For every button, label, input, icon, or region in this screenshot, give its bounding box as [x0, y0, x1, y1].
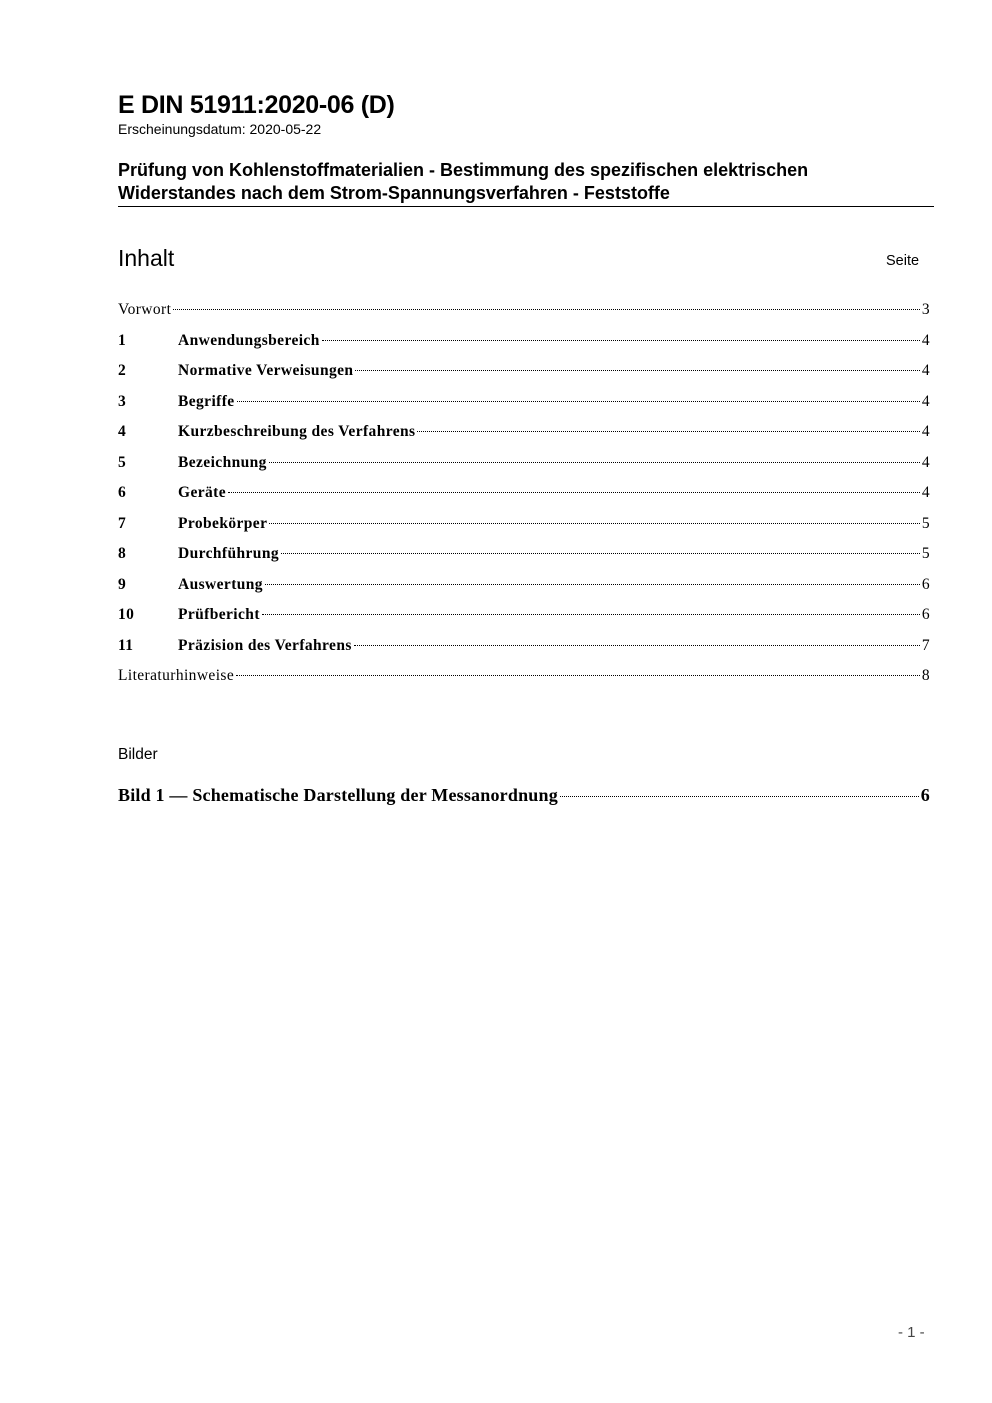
toc-leader: [236, 675, 920, 676]
toc-entry-page: 6: [921, 606, 930, 623]
toc-entry-number: 2: [118, 362, 127, 379]
page-number: - 1 -: [898, 1324, 925, 1341]
figure-entry-label: Bild 1 — Schematische Darstellung der Messanordnung: [118, 785, 558, 805]
toc-entry-7[interactable]: [118, 515, 930, 546]
toc-entry-label: Probekörper: [178, 514, 268, 532]
toc-entry-page: 8: [921, 667, 930, 684]
toc-entry-page: 4: [921, 423, 930, 440]
toc-leader: [269, 462, 920, 463]
toc-leader: [228, 492, 920, 493]
toc-entry-10[interactable]: [118, 606, 930, 637]
document-title: [118, 159, 934, 205]
toc-entry-1[interactable]: [118, 332, 930, 363]
toc-leader: [281, 553, 920, 554]
toc-entry-label: Begriffe: [178, 392, 235, 410]
toc-leader: [173, 309, 920, 310]
toc-entry-page: 4: [921, 362, 930, 379]
toc-entry-number: 3: [118, 392, 127, 410]
figures-heading: Bilder: [118, 746, 158, 763]
toc-entry-label: Auswertung: [178, 575, 263, 593]
toc-leader: [355, 370, 919, 371]
toc-entry-label: Literaturhinweise: [118, 667, 235, 684]
toc-entry-page: 6: [921, 575, 930, 593]
toc-entry-6[interactable]: [118, 484, 930, 515]
toc-entry-4[interactable]: [118, 423, 930, 454]
toc-entry-number: 4: [118, 423, 127, 440]
toc-leader: [417, 431, 919, 432]
figure-entry-1[interactable]: [118, 785, 930, 806]
toc-entry-literaturhinweise[interactable]: [118, 667, 930, 698]
toc-entry-page: 7: [921, 636, 930, 654]
figure-leader: [560, 796, 919, 797]
toc-entry-label: Prüfbericht: [178, 606, 260, 623]
toc-entry-number: 11: [118, 636, 134, 654]
toc-entry-5[interactable]: [118, 454, 930, 485]
toc-entry-number: 8: [118, 545, 127, 562]
toc-entry-number: 10: [118, 606, 135, 623]
document-id: E DIN 51911:2020-06 (D): [118, 91, 395, 119]
toc-leader: [322, 340, 920, 341]
toc-entry-3[interactable]: [118, 393, 930, 424]
toc-entry-2[interactable]: [118, 362, 930, 393]
toc-entry-page: 4: [921, 453, 930, 471]
document-title-line-2: Widerstandes nach dem Strom-Spannungsverfahren - Feststoffe: [118, 183, 670, 203]
title-divider: [118, 206, 934, 207]
toc-entry-page: 4: [921, 484, 930, 501]
toc-entry-number: 6: [118, 484, 127, 501]
toc-entry-page: 5: [921, 514, 930, 532]
toc-entry-page: 4: [921, 392, 930, 410]
toc-heading: Inhalt: [118, 245, 175, 271]
toc-entry-number: 1: [118, 331, 127, 349]
toc-leader: [354, 645, 920, 646]
publication-date: Erscheinungsdatum: 2020-05-22: [118, 121, 322, 137]
toc-entry-label: Kurzbeschreibung des Verfahrens: [178, 423, 416, 440]
toc-leader: [265, 584, 920, 585]
toc-entry-label: Anwendungsbereich: [178, 331, 320, 349]
toc-page-column-label: Seite: [886, 253, 920, 269]
toc-entry-page: 3: [921, 301, 930, 318]
toc-entry-label: Präzision des Verfahrens: [178, 636, 352, 654]
toc-entry-label: Bezeichnung: [178, 453, 267, 471]
toc-leader: [269, 523, 919, 524]
figure-entry-page: 6: [920, 785, 930, 805]
toc-entry-page: 4: [921, 331, 930, 349]
toc-leader: [237, 401, 920, 402]
toc-leader: [262, 614, 920, 615]
document-title-line-1: Prüfung von Kohlenstoffmaterialien - Bestimmung des spezifischen elektrischen: [118, 160, 809, 180]
toc-entry-8[interactable]: [118, 545, 930, 576]
toc-entry-label: Normative Verweisungen: [178, 362, 354, 379]
toc-entry-label: Durchführung: [178, 545, 279, 562]
toc-entry-label: Geräte: [178, 484, 227, 501]
toc-entry-vorwort[interactable]: [118, 301, 930, 332]
toc-entry-label: Vorwort: [118, 301, 172, 318]
table-of-contents: [118, 301, 930, 698]
toc-entry-number: 5: [118, 453, 127, 471]
toc-entry-page: 5: [921, 545, 930, 562]
toc-entry-9[interactable]: [118, 576, 930, 607]
toc-entry-number: 9: [118, 575, 127, 593]
toc-entry-number: 7: [118, 514, 127, 532]
toc-entry-11[interactable]: [118, 637, 930, 668]
